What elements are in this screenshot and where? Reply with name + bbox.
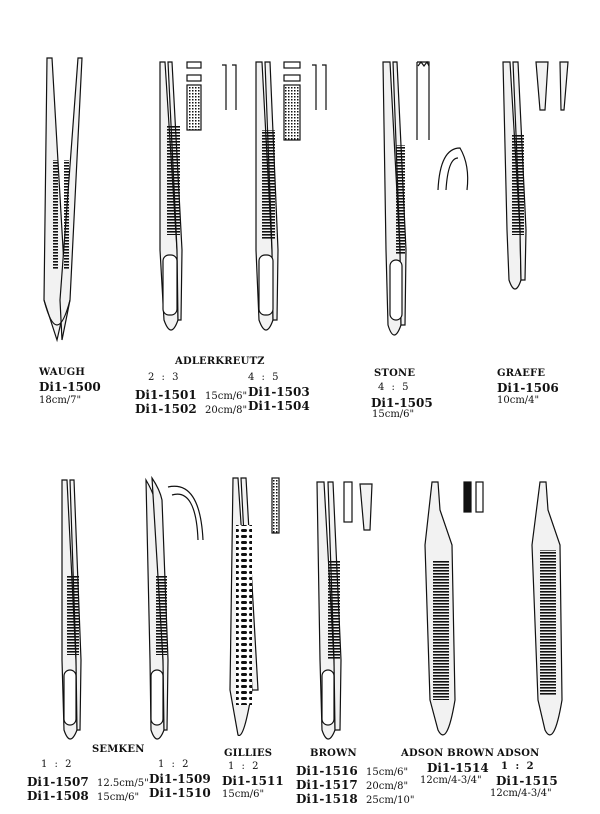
- graefe-code: Di1-1506: [497, 381, 559, 395]
- waugh-code: Di1-1500: [39, 380, 101, 394]
- gillies-title: GILLIES: [224, 748, 273, 759]
- semken-ratio-a: 1 : 2: [41, 759, 74, 770]
- product-code: Di1-1510: [149, 786, 211, 800]
- semken-tip-detail: [168, 486, 203, 540]
- product-code: Di1-1502: [135, 402, 197, 416]
- semken-ratio-b: 1 : 2: [158, 759, 191, 770]
- graefe-tip-detail: [536, 62, 568, 110]
- adlerkreutz-title: ADLERKREUTZ: [175, 356, 265, 367]
- adson-brown-title: ADSON BROWN: [401, 748, 495, 759]
- adson-brown-tip-detail: [464, 482, 483, 512]
- adson-code: Di1-1515: [496, 774, 558, 788]
- product-code: Di1-1518: [296, 792, 358, 806]
- stone-tip-detail: [417, 62, 468, 190]
- product-code: Di1-1516: [296, 764, 358, 778]
- adson-size: 12cm/4-3/4": [490, 788, 552, 799]
- list-item: [135, 400, 247, 416]
- brown-tip-detail: [344, 482, 372, 530]
- product-code: Di1-1508: [27, 789, 89, 803]
- stone-forceps-drawing: [383, 62, 406, 335]
- product-size: 12.5cm/5": [97, 778, 149, 789]
- product-code: Di1-1503: [248, 385, 310, 399]
- product-code: Di1-1501: [135, 388, 197, 402]
- gillies-tip-detail: [272, 478, 279, 533]
- product-size: 15cm/6": [366, 767, 409, 778]
- adlerkreutz-forceps-drawing-2: [256, 62, 278, 330]
- graefe-forceps-drawing: [503, 62, 526, 289]
- adlerkreutz-tip-detail-2: [284, 62, 326, 140]
- product-size: 20cm/8": [205, 405, 248, 416]
- adlerkreutz-tip-detail-1: [187, 62, 236, 130]
- brown-forceps-drawing: [317, 482, 341, 739]
- stone-ratio: 4 : 5: [378, 382, 411, 393]
- product-size: 15cm/6": [205, 391, 248, 402]
- gillies-code: Di1-1511: [222, 774, 284, 788]
- gillies-size: 15cm/6": [222, 789, 265, 800]
- product-size: 15cm/6": [97, 792, 140, 803]
- brown-title: BROWN: [310, 748, 357, 759]
- graefe-size: 10cm/4": [497, 395, 540, 406]
- stone-code: Di1-1505: [371, 396, 433, 410]
- adson-brown-size: 12cm/4-3/4": [420, 775, 482, 786]
- semken-forceps-drawing-2: [146, 478, 168, 739]
- product-code: Di1-1509: [149, 772, 211, 786]
- adson-forceps-drawing: [532, 482, 562, 735]
- semken-title: SEMKEN: [92, 744, 145, 755]
- adson-ratio: 1 : 2: [501, 761, 536, 772]
- gillies-forceps-drawing: [230, 478, 258, 735]
- adson-brown-code: Di1-1514: [427, 761, 489, 775]
- adlerkreutz-forceps-drawing-1: [160, 62, 182, 330]
- waugh-title: WAUGH: [39, 367, 86, 378]
- product-code: Di1-1504: [248, 399, 310, 413]
- product-code: Di1-1517: [296, 778, 358, 792]
- stone-title: STONE: [374, 368, 416, 379]
- adlerkreutz-ratio-a: 2 : 3: [148, 372, 181, 383]
- waugh-forceps-drawing: [44, 58, 82, 340]
- gillies-ratio: 1 : 2: [228, 761, 261, 772]
- adson-brown-forceps-drawing: [425, 482, 455, 735]
- waugh-size: 18cm/7": [39, 395, 82, 406]
- product-code: Di1-1507: [27, 775, 89, 789]
- adson-title: ADSON: [497, 748, 540, 759]
- semken-forceps-drawing-1: [62, 480, 81, 739]
- adlerkreutz-ratio-b: 4 : 5: [248, 372, 281, 383]
- list-item: [296, 790, 415, 806]
- product-size: 20cm/8": [366, 781, 409, 792]
- graefe-title: GRAEFE: [497, 368, 546, 379]
- list-item: [27, 787, 139, 803]
- stone-size: 15cm/6": [372, 409, 415, 420]
- product-size: 25cm/10": [366, 795, 415, 806]
